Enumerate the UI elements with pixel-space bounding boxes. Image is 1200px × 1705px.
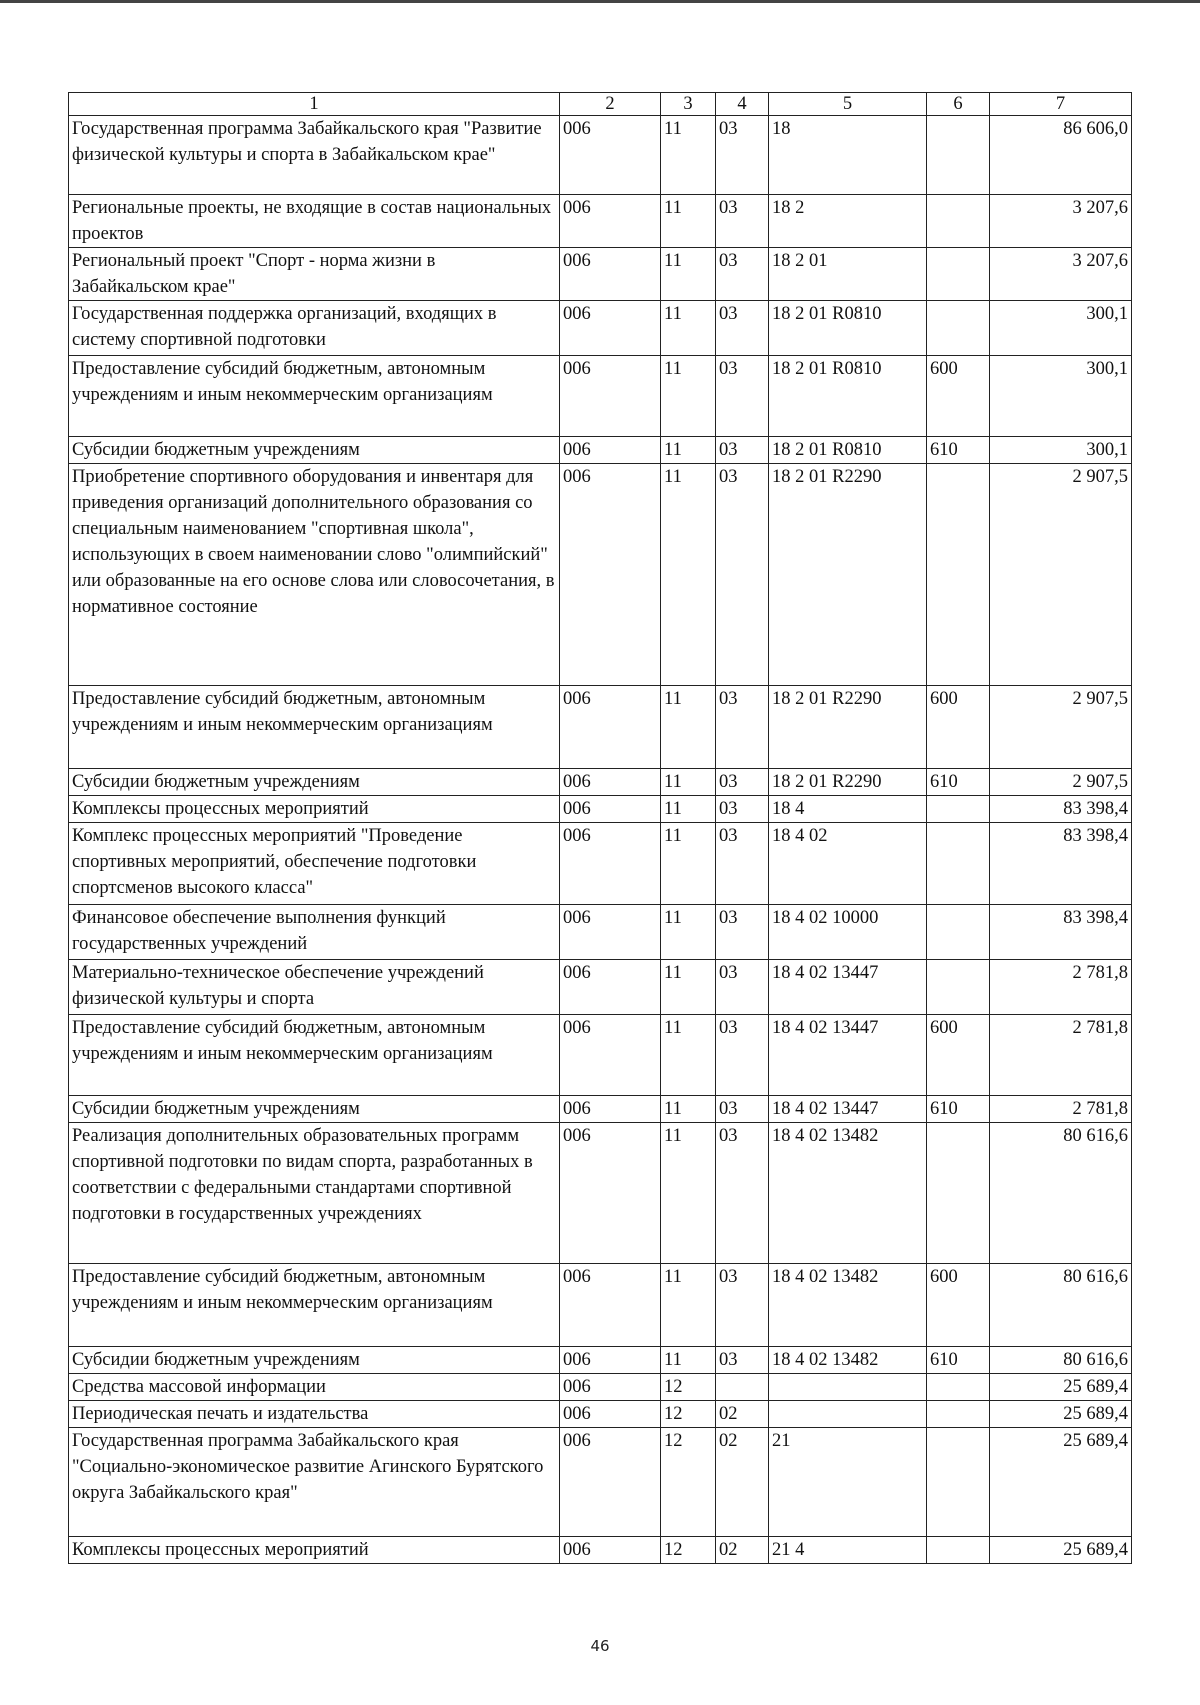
cell-col7: 80 616,6 <box>990 1123 1132 1264</box>
cell-col5: 18 2 01 R0810 <box>769 356 927 437</box>
row-name: Предоставление субсидий бюджетным, автономным учреждениям и иным некоммерческим организациям <box>69 356 560 437</box>
cell-col4: 03 <box>716 823 769 905</box>
cell-col2: 006 <box>560 1537 661 1564</box>
cell-col2: 006 <box>560 464 661 686</box>
header-cell: 1 <box>69 93 560 116</box>
top-border-line <box>0 0 1200 3</box>
cell-col6 <box>927 823 990 905</box>
row-name: Предоставление субсидий бюджетным, автономным учреждениям и иным некоммерческим организациям <box>69 1264 560 1347</box>
cell-col6: 610 <box>927 1347 990 1374</box>
table-row <box>69 1401 1132 1428</box>
cell-col7: 3 207,6 <box>990 195 1132 248</box>
cell-col6 <box>927 1401 990 1428</box>
cell-col2: 006 <box>560 1428 661 1537</box>
cell-col6: 610 <box>927 437 990 464</box>
cell-col7: 25 689,4 <box>990 1537 1132 1564</box>
cell-col3: 11 <box>661 905 716 960</box>
row-name: Комплексы процессных мероприятий <box>69 1537 560 1564</box>
row-name: Субсидии бюджетным учреждениям <box>69 437 560 464</box>
cell-col3: 11 <box>661 248 716 301</box>
cell-col3: 11 <box>661 195 716 248</box>
cell-col7: 25 689,4 <box>990 1428 1132 1537</box>
cell-col3: 11 <box>661 686 716 769</box>
table-header-row <box>69 93 1132 116</box>
cell-col4: 03 <box>716 1123 769 1264</box>
header-cell: 5 <box>769 93 927 116</box>
row-name: Комплексы процессных мероприятий <box>69 796 560 823</box>
cell-col5 <box>769 1401 927 1428</box>
cell-col7: 2 781,8 <box>990 1015 1132 1096</box>
cell-col6 <box>927 905 990 960</box>
cell-col5: 18 4 02 13447 <box>769 960 927 1015</box>
cell-col4: 03 <box>716 116 769 195</box>
cell-col3: 11 <box>661 796 716 823</box>
cell-col4: 03 <box>716 248 769 301</box>
cell-col7: 25 689,4 <box>990 1374 1132 1401</box>
header-cell: 3 <box>661 93 716 116</box>
row-name: Предоставление субсидий бюджетным, автономным учреждениям и иным некоммерческим организациям <box>69 686 560 769</box>
cell-col4: 02 <box>716 1428 769 1537</box>
table-row <box>69 356 1132 437</box>
cell-col3: 12 <box>661 1537 716 1564</box>
cell-col3: 11 <box>661 356 716 437</box>
row-name: Периодическая печать и издательства <box>69 1401 560 1428</box>
row-name: Региональные проекты, не входящие в состав национальных проектов <box>69 195 560 248</box>
cell-col6: 600 <box>927 686 990 769</box>
cell-col5: 18 2 01 R2290 <box>769 769 927 796</box>
row-name: Государственная программа Забайкальского края "Развитие физической культуры и спорта в Забайкальском крае" <box>69 116 560 195</box>
cell-col5: 18 4 02 13447 <box>769 1096 927 1123</box>
cell-col4: 03 <box>716 796 769 823</box>
cell-col7: 2 907,5 <box>990 686 1132 769</box>
cell-col5: 18 4 <box>769 796 927 823</box>
table-row <box>69 1374 1132 1401</box>
cell-col4: 03 <box>716 1264 769 1347</box>
cell-col7: 2 781,8 <box>990 1096 1132 1123</box>
cell-col2: 006 <box>560 1123 661 1264</box>
cell-col2: 006 <box>560 248 661 301</box>
row-name: Субсидии бюджетным учреждениям <box>69 769 560 796</box>
cell-col4: 02 <box>716 1537 769 1564</box>
row-name: Предоставление субсидий бюджетным, автономным учреждениям и иным некоммерческим организациям <box>69 1015 560 1096</box>
table-row <box>69 1264 1132 1347</box>
cell-col4: 03 <box>716 437 769 464</box>
row-name: Комплекс процессных мероприятий "Проведение спортивных мероприятий, обеспечение подготовки спортсменов высокого класса" <box>69 823 560 905</box>
cell-col2: 006 <box>560 686 661 769</box>
table-row <box>69 769 1132 796</box>
cell-col6 <box>927 301 990 356</box>
table-row <box>69 1428 1132 1537</box>
cell-col2: 006 <box>560 1264 661 1347</box>
cell-col7: 2 907,5 <box>990 769 1132 796</box>
cell-col4: 03 <box>716 960 769 1015</box>
cell-col2: 006 <box>560 356 661 437</box>
cell-col3: 12 <box>661 1428 716 1537</box>
cell-col3: 11 <box>661 1347 716 1374</box>
cell-col7: 86 606,0 <box>990 116 1132 195</box>
cell-col7: 2 781,8 <box>990 960 1132 1015</box>
cell-col6 <box>927 1374 990 1401</box>
table-row <box>69 1123 1132 1264</box>
table-row <box>69 248 1132 301</box>
cell-col3: 11 <box>661 1123 716 1264</box>
table-row <box>69 1015 1132 1096</box>
cell-col5: 18 4 02 13447 <box>769 1015 927 1096</box>
cell-col7: 300,1 <box>990 437 1132 464</box>
cell-col4: 03 <box>716 464 769 686</box>
row-name: Средства массовой информации <box>69 1374 560 1401</box>
row-name: Финансовое обеспечение выполнения функций государственных учреждений <box>69 905 560 960</box>
cell-col5: 18 2 01 R0810 <box>769 437 927 464</box>
cell-col5: 18 4 02 <box>769 823 927 905</box>
cell-col6: 600 <box>927 1015 990 1096</box>
cell-col5: 18 2 01 R2290 <box>769 686 927 769</box>
cell-col5: 18 2 01 R0810 <box>769 301 927 356</box>
cell-col5: 18 2 01 <box>769 248 927 301</box>
table-row <box>69 195 1132 248</box>
cell-col4: 03 <box>716 356 769 437</box>
cell-col3: 11 <box>661 1015 716 1096</box>
cell-col3: 12 <box>661 1374 716 1401</box>
table-row <box>69 464 1132 686</box>
cell-col4: 03 <box>716 769 769 796</box>
cell-col3: 11 <box>661 1096 716 1123</box>
cell-col3: 11 <box>661 301 716 356</box>
cell-col3: 11 <box>661 116 716 195</box>
cell-col6 <box>927 960 990 1015</box>
cell-col7: 83 398,4 <box>990 823 1132 905</box>
cell-col7: 83 398,4 <box>990 905 1132 960</box>
cell-col2: 006 <box>560 1374 661 1401</box>
header-cell: 6 <box>927 93 990 116</box>
cell-col2: 006 <box>560 1015 661 1096</box>
cell-col3: 11 <box>661 1264 716 1347</box>
cell-col7: 300,1 <box>990 356 1132 437</box>
cell-col3: 11 <box>661 437 716 464</box>
cell-col5: 18 4 02 13482 <box>769 1347 927 1374</box>
budget-table <box>68 92 1132 1564</box>
row-name: Материально-техническое обеспечение учреждений физической культуры и спорта <box>69 960 560 1015</box>
cell-col4: 03 <box>716 1096 769 1123</box>
page-number: 46 <box>590 1637 610 1655</box>
cell-col6 <box>927 1123 990 1264</box>
table-row <box>69 1347 1132 1374</box>
table-row <box>69 116 1132 195</box>
header-cell: 7 <box>990 93 1132 116</box>
cell-col5: 18 4 02 13482 <box>769 1264 927 1347</box>
cell-col4: 03 <box>716 905 769 960</box>
cell-col5: 18 4 02 13482 <box>769 1123 927 1264</box>
cell-col7: 80 616,6 <box>990 1347 1132 1374</box>
cell-col7: 25 689,4 <box>990 1401 1132 1428</box>
row-name: Государственная поддержка организаций, входящих в систему спортивной подготовки <box>69 301 560 356</box>
cell-col2: 006 <box>560 769 661 796</box>
cell-col4: 03 <box>716 301 769 356</box>
cell-col2: 006 <box>560 960 661 1015</box>
cell-col6: 600 <box>927 356 990 437</box>
header-cell: 4 <box>716 93 769 116</box>
table-row <box>69 1537 1132 1564</box>
header-cell: 2 <box>560 93 661 116</box>
cell-col5: 21 <box>769 1428 927 1537</box>
row-name: Реализация дополнительных образовательных программ спортивной подготовки по видам спорта, разработанных в соответствии с федеральными стандартами спортивной подготовки в государственных учреждениях <box>69 1123 560 1264</box>
row-name: Государственная программа Забайкальского края "Социально-экономическое развитие Агинского Бурятского округа Забайкальского края" <box>69 1428 560 1537</box>
cell-col4 <box>716 1374 769 1401</box>
table-row <box>69 437 1132 464</box>
cell-col5: 21 4 <box>769 1537 927 1564</box>
cell-col2: 006 <box>560 116 661 195</box>
cell-col7: 80 616,6 <box>990 1264 1132 1347</box>
cell-col6 <box>927 195 990 248</box>
table-row <box>69 686 1132 769</box>
cell-col3: 11 <box>661 960 716 1015</box>
cell-col2: 006 <box>560 905 661 960</box>
cell-col2: 006 <box>560 796 661 823</box>
table-row <box>69 1096 1132 1123</box>
cell-col5: 18 4 02 10000 <box>769 905 927 960</box>
row-name: Субсидии бюджетным учреждениям <box>69 1096 560 1123</box>
cell-col6 <box>927 1428 990 1537</box>
cell-col3: 11 <box>661 769 716 796</box>
cell-col6 <box>927 248 990 301</box>
cell-col2: 006 <box>560 437 661 464</box>
table-row <box>69 301 1132 356</box>
cell-col5: 18 2 <box>769 195 927 248</box>
cell-col7: 83 398,4 <box>990 796 1132 823</box>
cell-col4: 03 <box>716 686 769 769</box>
table-row <box>69 796 1132 823</box>
table-row <box>69 823 1132 905</box>
cell-col6: 610 <box>927 769 990 796</box>
cell-col6 <box>927 116 990 195</box>
cell-col6 <box>927 1537 990 1564</box>
cell-col3: 12 <box>661 1401 716 1428</box>
cell-col2: 006 <box>560 823 661 905</box>
table-row <box>69 960 1132 1015</box>
row-name: Субсидии бюджетным учреждениям <box>69 1347 560 1374</box>
row-name: Приобретение спортивного оборудования и инвентаря для приведения организаций дополнительного образования со специальным наименованием "спортивная школа", использующих в своем наименовании слово "олимпийский" или образованные на его основе слова или словосочетания, в нормативное состояние <box>69 464 560 686</box>
cell-col3: 11 <box>661 464 716 686</box>
cell-col6: 610 <box>927 1096 990 1123</box>
cell-col3: 11 <box>661 823 716 905</box>
cell-col2: 006 <box>560 301 661 356</box>
cell-col5: 18 <box>769 116 927 195</box>
cell-col6 <box>927 464 990 686</box>
cell-col5 <box>769 1374 927 1401</box>
cell-col2: 006 <box>560 1401 661 1428</box>
cell-col4: 03 <box>716 1015 769 1096</box>
cell-col4: 03 <box>716 1347 769 1374</box>
cell-col7: 300,1 <box>990 301 1132 356</box>
cell-col4: 03 <box>716 195 769 248</box>
cell-col2: 006 <box>560 1347 661 1374</box>
table-row <box>69 905 1132 960</box>
cell-col4: 02 <box>716 1401 769 1428</box>
cell-col6: 600 <box>927 1264 990 1347</box>
cell-col6 <box>927 796 990 823</box>
cell-col7: 2 907,5 <box>990 464 1132 686</box>
cell-col2: 006 <box>560 195 661 248</box>
row-name: Региональный проект "Спорт - норма жизни в Забайкальском крае" <box>69 248 560 301</box>
cell-col5: 18 2 01 R2290 <box>769 464 927 686</box>
cell-col2: 006 <box>560 1096 661 1123</box>
cell-col7: 3 207,6 <box>990 248 1132 301</box>
